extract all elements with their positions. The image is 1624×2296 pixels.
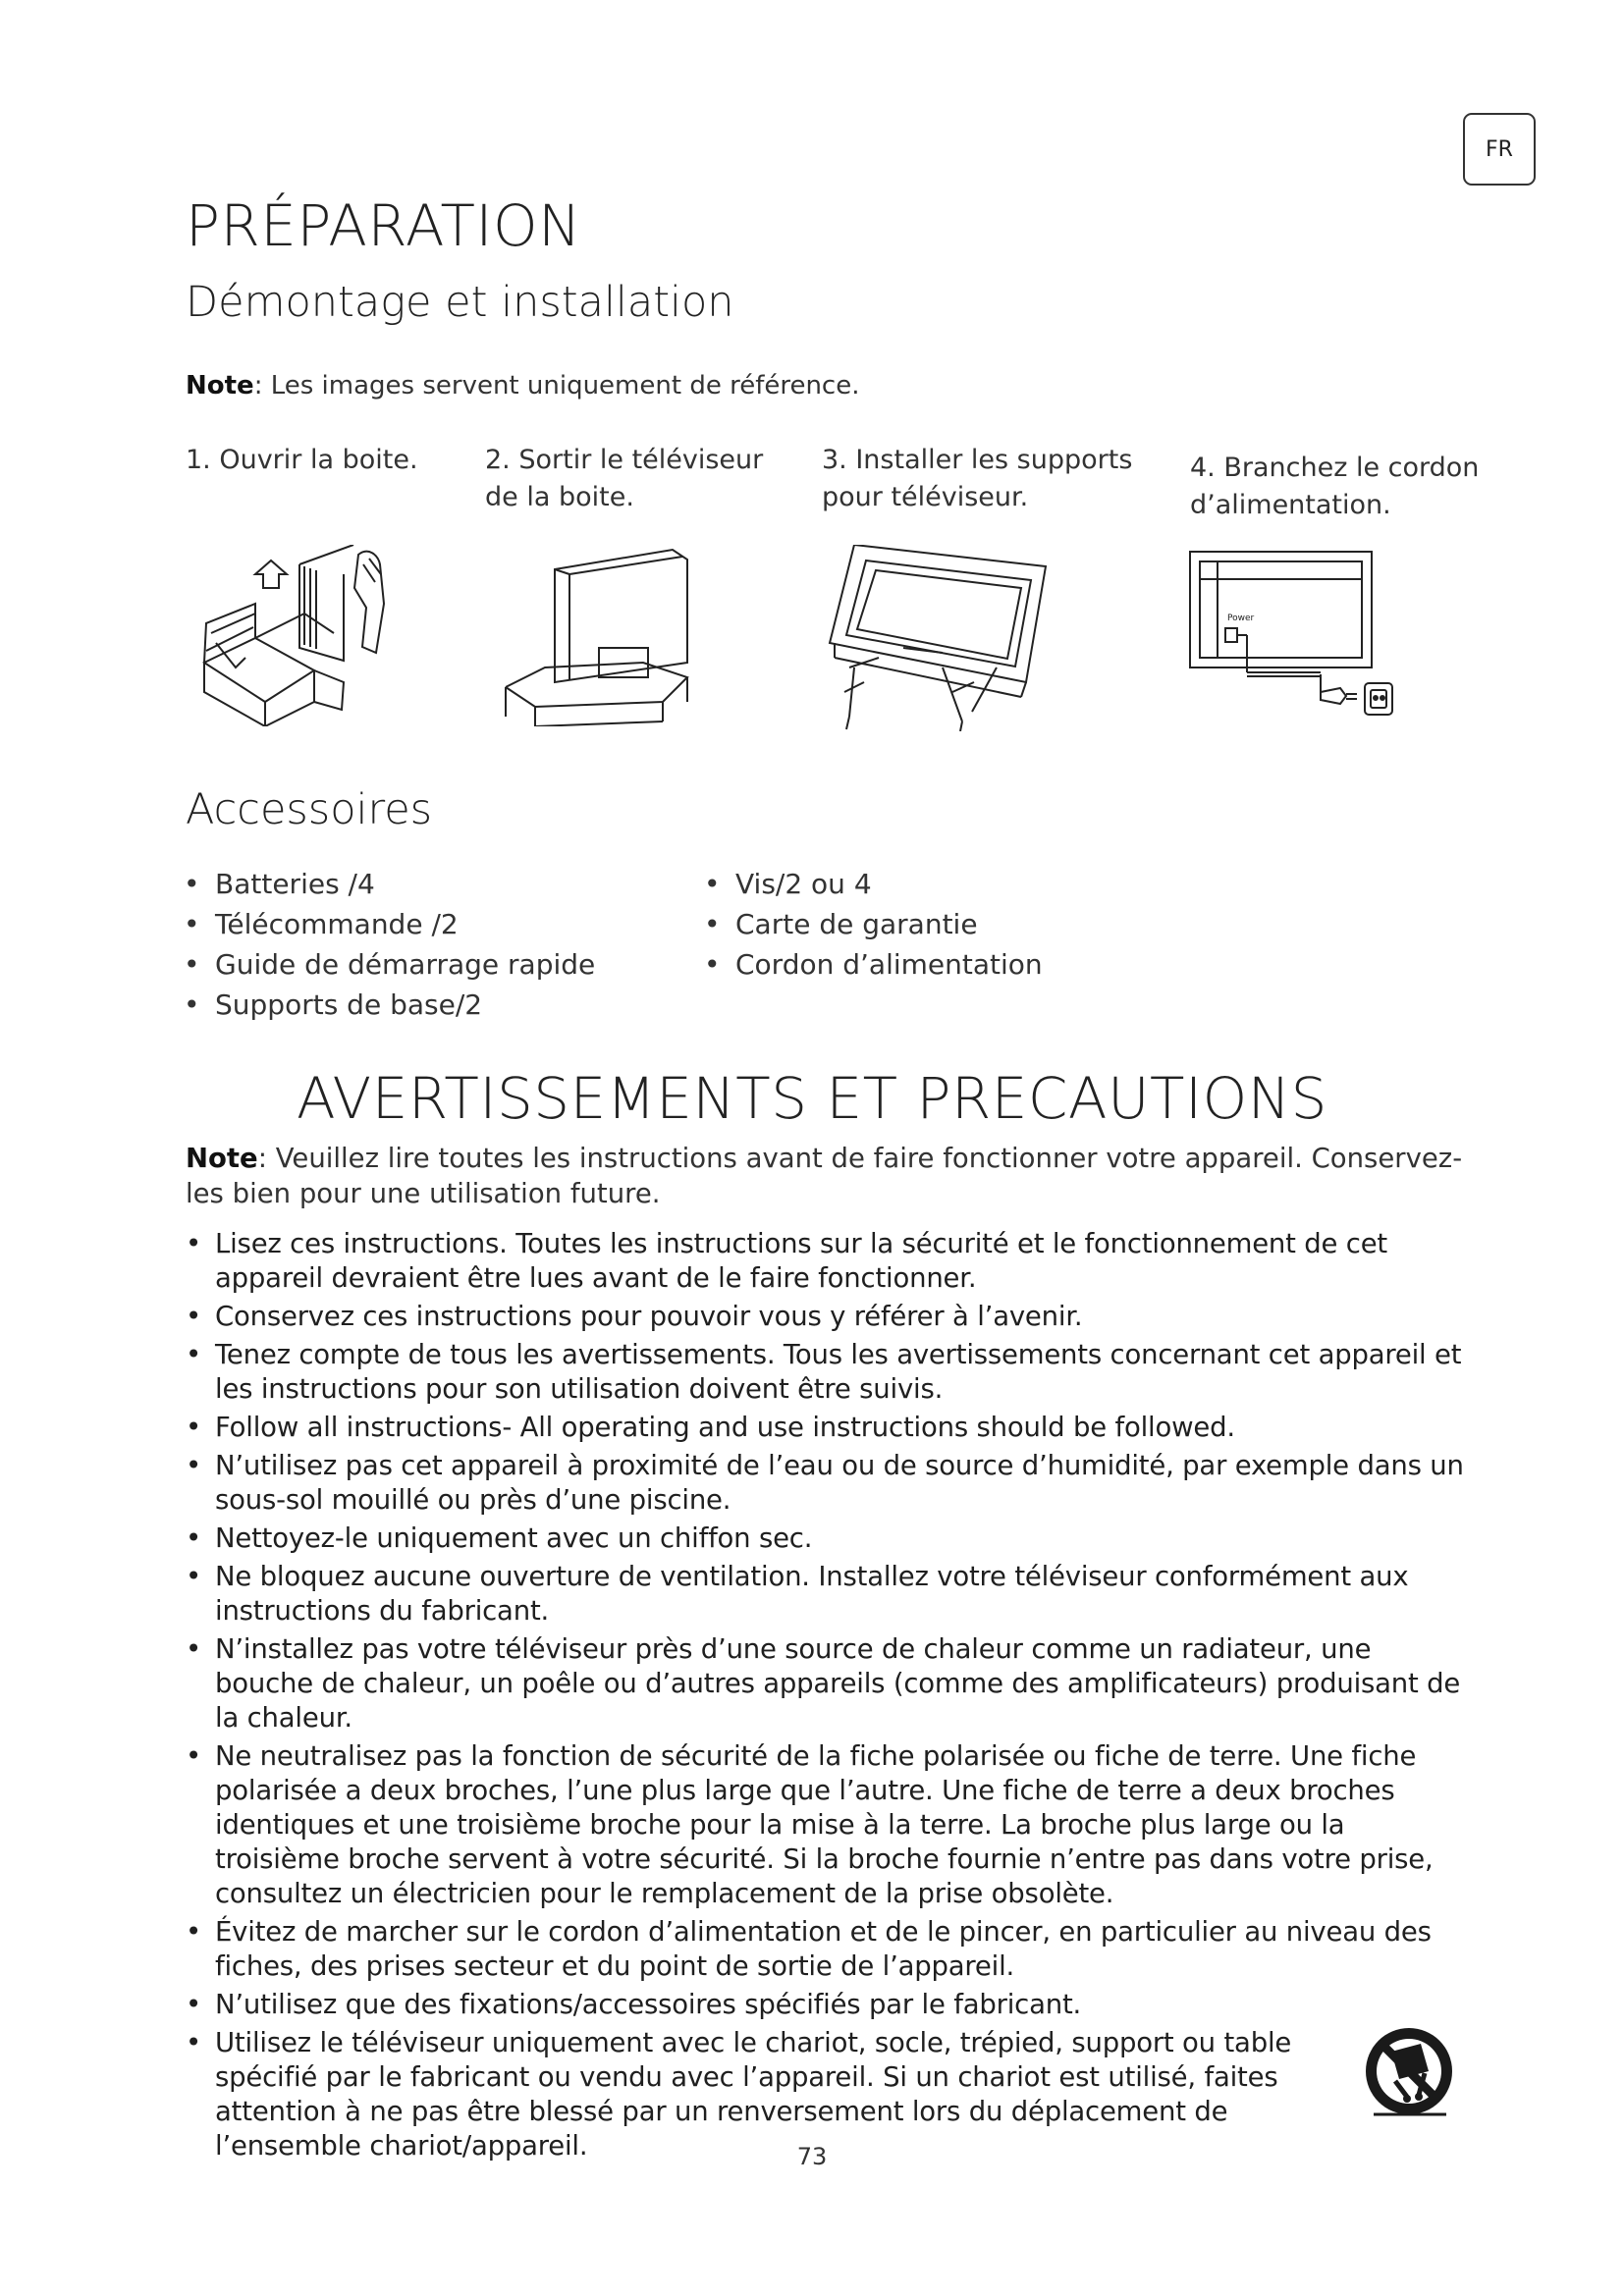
list-item: • Utilisez le téléviseur uniquement avec le chariot, socle, trépied, support ou table spécifié par le fabricant ou vendu avec l’appareil. Si un chariot est utilisé, faites attention à ne pas être blessé par un renversement lors du déplacement de l’ensemble chariot/appareil. [180,2026,1476,2163]
language-badge: FR [1463,113,1536,186]
note-text: : Les images servent uniquement de référence. [253,371,860,400]
list-item: • Ne bloquez aucune ouverture de ventilation. Installez votre téléviseur conformément aux instructions du fabricant. [180,1560,1476,1629]
install-stands-illustration [825,545,1051,731]
preparation-title: PRÉPARATION [186,192,582,259]
open-box-illustration [196,545,412,726]
list-item: • Lisez ces instructions. Toutes les instructions sur la sécurité et le fonctionnement de cet appareil devraient être lues avant de le faire fonctionner. [180,1227,1476,1296]
warnings-note [186,1141,1472,1211]
list-item: • Évitez de marcher sur le cordon d’alimentation et de le pincer, en particulier au niveau des fiches, des prises secteur et du point de sortie de l’appareil. [180,1915,1476,1984]
list-item: • Tenez compte de tous les avertissements. Tous les avertissements concernant cet appareil et les instructions pour son utilisation doivent être suivis. [180,1338,1476,1407]
power-port-label: Power [1227,614,1255,623]
note-label: Note [186,1143,258,1174]
step-3-line1: 3. Installer les supports [822,445,1133,475]
preparation-subtitle: Démontage et installation [186,278,734,327]
list-item: • Supports de base/2 [180,985,671,1025]
list-item: • Vis/2 ou 4 [700,864,1191,904]
step-2-line2: de la boite. [485,482,634,512]
step-1-line1: 1. Ouvrir la boite. [186,445,418,475]
note-label: Note [186,371,254,400]
list-item: • N’installez pas votre téléviseur près d’une source de chaleur comme un radiateur, une bouche de chaleur, un poêle ou d’autres appareils (comme des amplificateurs) produisant de la chaleur. [180,1632,1476,1735]
list-item: • Batteries /4 [180,864,671,904]
step-4-line2: d’alimentation. [1190,490,1391,520]
list-item: • Follow all instructions- All operating and use instructions should be followed. [180,1411,1476,1445]
list-item: • Nettoyez-le uniquement avec un chiffon sec. [180,1522,1476,1556]
accessories-list-left [180,864,671,1025]
list-item: • N’utilisez pas cet appareil à proximité de l’eau ou de source d’humidité, par exemple dans un sous-sol mouillé ou près d’une piscine. [180,1449,1476,1518]
preparation-note [186,371,860,400]
warnings-list [180,1227,1476,2167]
page-number: 73 [796,2143,828,2170]
warnings-title: AVERTISSEMENTS ET PRECAUTIONS [297,1065,1327,1132]
list-item: • Cordon d’alimentation [700,944,1191,985]
note-text: : Veuillez lire toutes les instructions avant de faire fonctionner votre appareil. Conservez-les bien pour une utilisation future. [186,1143,1463,1209]
power-cord-illustration [1188,550,1414,726]
step-3 [822,442,1146,516]
list-item: • Télécommande /2 [180,904,671,944]
list-item: • Guide de démarrage rapide [180,944,671,985]
list-item: • Carte de garantie [700,904,1191,944]
step-1 [186,442,441,479]
step-3-line2: pour téléviseur. [822,482,1029,512]
step-4 [1190,450,1514,524]
list-item: • Conservez ces instructions pour pouvoir vous y référer à l’avenir. [180,1300,1476,1334]
step-4-line1: 4. Branchez le cordon [1190,453,1480,483]
accessories-title: Accessoires [186,785,433,834]
step-2 [485,442,780,516]
cart-tipover-warning-icon [1360,2022,1458,2120]
accessories-list-right [700,864,1191,985]
remove-tv-illustration [496,545,692,726]
step-2-line1: 2. Sortir le téléviseur [485,445,764,475]
list-item: • Ne neutralisez pas la fonction de sécurité de la fiche polarisée ou fiche de terre. Une fiche polarisée a deux broches, l’une plus large que l’autre. Une fiche de terre a deux broches identiques et une troisième broche pour la mise à la terre. La broche plus large ou la troisième broche servent à votre sécurité. Si la broche fournie n’entre pas dans votre prise, consultez un électricien pour le remplacement de la prise obsolète. [180,1739,1476,1911]
list-item: • N’utilisez que des fixations/accessoires spécifiés par le fabricant. [180,1988,1476,2022]
